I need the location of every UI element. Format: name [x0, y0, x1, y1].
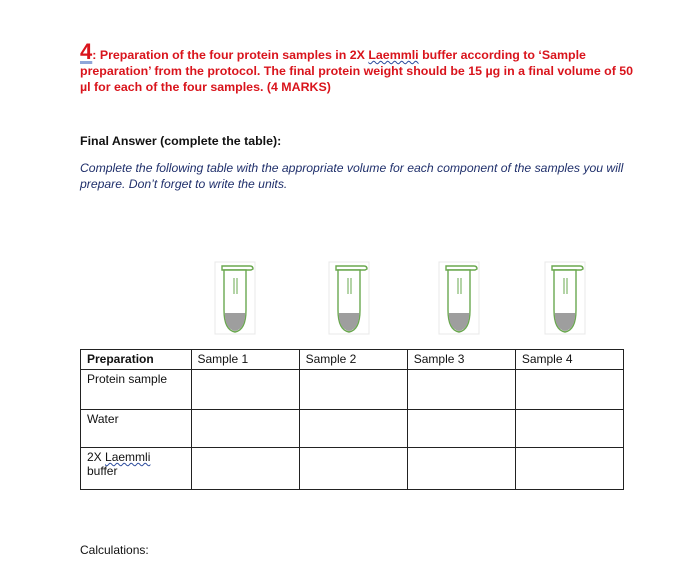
microcentrifuge-tube-icon — [328, 260, 370, 336]
answer-cell[interactable] — [515, 370, 623, 410]
question-number: 4 — [80, 39, 93, 64]
table-row — [81, 448, 624, 490]
microcentrifuge-tube-icon — [438, 260, 480, 336]
answer-cell[interactable] — [299, 448, 407, 490]
table-row — [81, 370, 624, 410]
calculations-label: Calculations: — [80, 543, 149, 557]
row-label-part-b: buffer — [87, 464, 118, 478]
header-preparation: Preparation — [81, 350, 192, 370]
question-4 — [80, 39, 640, 95]
table-header-row — [81, 350, 624, 370]
row-label-laemmli: Laemmli — [105, 450, 151, 464]
answer-cell[interactable] — [191, 448, 299, 490]
table-row — [81, 410, 624, 448]
answer-cell[interactable] — [191, 410, 299, 448]
answer-cell[interactable] — [191, 370, 299, 410]
microcentrifuge-tube-icon — [544, 260, 586, 336]
answer-cell[interactable] — [299, 370, 407, 410]
answer-cell[interactable] — [515, 448, 623, 490]
table-instructions: Complete the following table with the appropriate volume for each component of the samples you will prepare. Don’t forget to write the units. — [80, 161, 624, 191]
sample-preparation-table — [80, 349, 624, 490]
header-sample-4: Sample 4 — [515, 350, 623, 370]
row-label-water: Water — [81, 410, 192, 448]
question-text-part-a: : Preparation of the four protein samples in 2X — [92, 48, 369, 62]
answer-cell[interactable] — [515, 410, 623, 448]
answer-cell[interactable] — [407, 410, 515, 448]
row-label-part-a: 2X — [87, 450, 106, 464]
final-answer-heading: Final Answer (complete the table): — [80, 134, 282, 148]
row-label-protein-sample: Protein sample — [81, 370, 192, 410]
answer-cell[interactable] — [407, 448, 515, 490]
header-sample-1: Sample 1 — [191, 350, 299, 370]
row-label-laemmli-buffer — [81, 448, 192, 490]
answer-cell[interactable] — [407, 370, 515, 410]
question-text-laemmli: Laemmli — [368, 48, 419, 62]
answer-cell[interactable] — [299, 410, 407, 448]
question-text-part-b: buffer according to ‘Sample preparation’ from the protocol. The final protein weight should be 15 µg in a final volume of 50 µl for each of the four samples. (4 MARKS) — [80, 48, 634, 94]
header-sample-2: Sample 2 — [299, 350, 407, 370]
microcentrifuge-tube-icon — [214, 260, 256, 336]
header-sample-3: Sample 3 — [407, 350, 515, 370]
